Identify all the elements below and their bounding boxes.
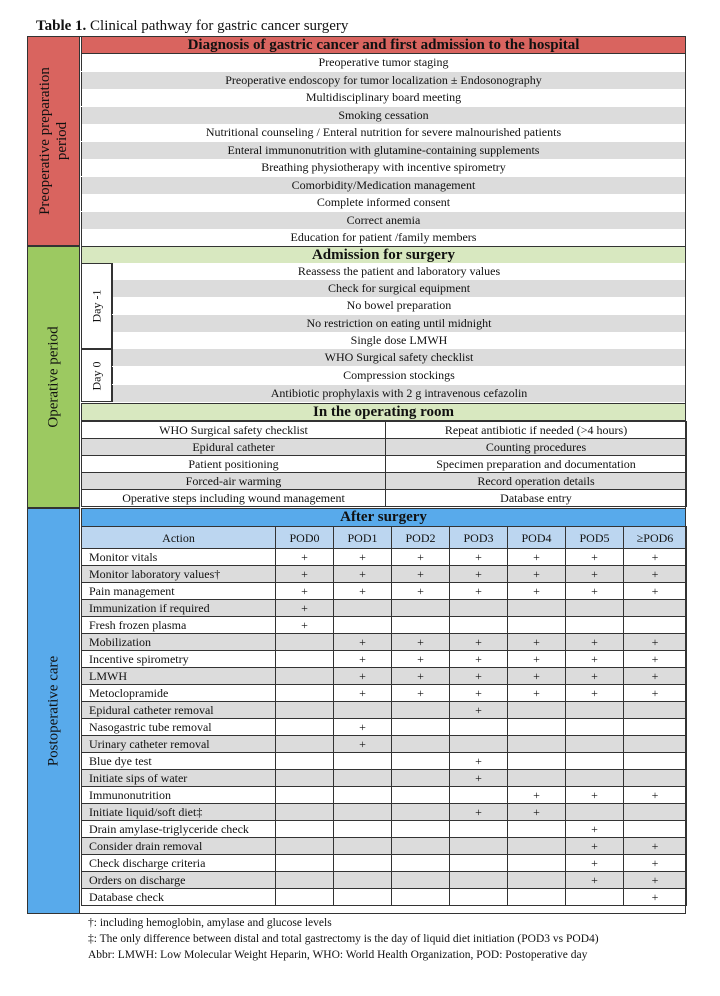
mark-cell: + <box>566 566 624 583</box>
mark-cell <box>276 787 334 804</box>
mark-cell <box>334 600 392 617</box>
mark-cell: + <box>624 566 687 583</box>
day-minus1-label <box>81 263 112 349</box>
table-row <box>82 668 687 685</box>
mark-cell <box>624 702 687 719</box>
table-row <box>82 651 687 668</box>
action-cell: LMWH <box>82 668 276 685</box>
footnotes <box>88 915 599 963</box>
mark-cell <box>276 753 334 770</box>
mark-cell <box>276 702 334 719</box>
mark-cell: + <box>450 668 508 685</box>
mark-cell <box>276 804 334 821</box>
mark-cell <box>450 617 508 634</box>
or-row <box>82 439 687 456</box>
day0-item: Compression stockings <box>112 367 686 384</box>
mark-cell: + <box>276 600 334 617</box>
mark-cell: + <box>624 787 687 804</box>
mark-cell <box>392 838 450 855</box>
mark-cell <box>334 753 392 770</box>
or-cell: Specimen preparation and documentation <box>386 456 687 473</box>
mark-cell: + <box>624 651 687 668</box>
mark-cell: + <box>566 838 624 855</box>
mark-cell: + <box>334 566 392 583</box>
mark-cell <box>334 770 392 787</box>
mark-cell: + <box>566 634 624 651</box>
mark-cell <box>450 889 508 906</box>
day-minus1-label-text: Day -1 <box>89 289 103 323</box>
caption-text: Clinical pathway for gastric cancer surgery <box>90 18 349 34</box>
table-row <box>82 685 687 702</box>
mark-cell: + <box>392 583 450 600</box>
day0-label-text: Day 0 <box>89 361 103 390</box>
mark-cell <box>276 872 334 889</box>
mark-cell: + <box>566 651 624 668</box>
mark-cell <box>508 600 566 617</box>
or-row <box>82 473 687 490</box>
preop-item: Preoperative endoscopy for tumor localization ± Endosonography <box>81 72 686 89</box>
mark-cell: + <box>624 668 687 685</box>
mark-cell: + <box>566 685 624 702</box>
or-cell: WHO Surgical safety checklist <box>82 422 386 439</box>
mark-cell <box>508 617 566 634</box>
mark-cell: + <box>566 668 624 685</box>
table-row <box>82 753 687 770</box>
preop-side-label-line2: period <box>53 121 70 161</box>
operative-side-label <box>27 246 80 508</box>
mark-cell: + <box>392 651 450 668</box>
mark-cell <box>276 855 334 872</box>
action-cell: Epidural catheter removal <box>82 702 276 719</box>
mark-cell: + <box>508 668 566 685</box>
postop-side-label <box>27 508 80 914</box>
mark-cell <box>276 736 334 753</box>
mark-cell: + <box>450 753 508 770</box>
mark-cell: + <box>450 804 508 821</box>
mark-cell <box>334 889 392 906</box>
preop-item: Complete informed consent <box>81 194 686 211</box>
mark-cell: + <box>392 566 450 583</box>
mark-cell <box>450 787 508 804</box>
mark-cell: + <box>566 855 624 872</box>
mark-cell <box>392 753 450 770</box>
column-header: POD0 <box>276 527 334 549</box>
action-cell: Drain amylase-triglyceride check <box>82 821 276 838</box>
table-row <box>82 770 687 787</box>
mark-cell: + <box>624 549 687 566</box>
postop-header-row <box>82 527 687 549</box>
mark-cell: + <box>508 549 566 566</box>
admission-header: Admission for surgery <box>81 246 686 264</box>
mark-cell: + <box>450 583 508 600</box>
mark-cell: + <box>276 549 334 566</box>
mark-cell <box>392 617 450 634</box>
preop-header: Diagnosis of gastric cancer and first admission to the hospital <box>81 36 686 54</box>
mark-cell: + <box>624 889 687 906</box>
table-row <box>82 889 687 906</box>
mark-cell: + <box>276 566 334 583</box>
mark-cell <box>508 821 566 838</box>
or-row <box>82 422 687 439</box>
mark-cell <box>392 855 450 872</box>
day0-label <box>81 349 112 402</box>
or-row <box>82 456 687 473</box>
mark-cell: + <box>450 651 508 668</box>
mark-cell <box>508 838 566 855</box>
mark-cell: + <box>508 651 566 668</box>
table-row <box>82 634 687 651</box>
mark-cell <box>566 889 624 906</box>
mark-cell <box>624 804 687 821</box>
preop-item: Preoperative tumor staging <box>81 54 686 71</box>
mark-cell <box>624 736 687 753</box>
mark-cell: + <box>334 668 392 685</box>
preop-item: Comorbidity/Medication management <box>81 177 686 194</box>
day-minus1-item: Check for surgical equipment <box>112 280 686 297</box>
preop-item: Enteral immunonutrition with glutamine-containing supplements <box>81 142 686 159</box>
action-cell: Check discharge criteria <box>82 855 276 872</box>
footnote-3: Abbr: LMWH: Low Molecular Weight Heparin, WHO: World Health Organization, POD: Postoperative day <box>88 949 588 961</box>
mark-cell <box>392 770 450 787</box>
mark-cell: + <box>392 549 450 566</box>
or-cell: Operative steps including wound management <box>82 490 386 507</box>
mark-cell <box>566 719 624 736</box>
footnote-2: ‡: The only difference between distal and total gastrectomy is the day of liquid diet initiation (POD3 vs POD4) <box>88 933 599 945</box>
mark-cell <box>334 787 392 804</box>
mark-cell <box>392 600 450 617</box>
mark-cell <box>624 753 687 770</box>
day0-item: Antibiotic prophylaxis with 2 g intravenous cefazolin <box>112 385 686 402</box>
mark-cell: + <box>624 872 687 889</box>
mark-cell <box>566 753 624 770</box>
table-row <box>82 838 687 855</box>
table-row <box>82 617 687 634</box>
action-cell: Immunization if required <box>82 600 276 617</box>
table-row <box>82 549 687 566</box>
mark-cell: + <box>508 566 566 583</box>
mark-cell <box>392 736 450 753</box>
table-row <box>82 583 687 600</box>
table-row <box>82 736 687 753</box>
footnote-1: †: including hemoglobin, amylase and glucose levels <box>88 917 332 929</box>
mark-cell <box>508 855 566 872</box>
column-header: ≥POD6 <box>624 527 687 549</box>
mark-cell: + <box>392 685 450 702</box>
mark-cell <box>566 736 624 753</box>
table-row <box>82 719 687 736</box>
action-cell: Metoclopramide <box>82 685 276 702</box>
mark-cell <box>566 702 624 719</box>
mark-cell <box>276 685 334 702</box>
mark-cell: + <box>450 634 508 651</box>
mark-cell <box>624 821 687 838</box>
day-minus1-item: Reassess the patient and laboratory values <box>112 263 686 280</box>
mark-cell <box>276 668 334 685</box>
mark-cell <box>566 617 624 634</box>
mark-cell <box>276 634 334 651</box>
mark-cell: + <box>392 634 450 651</box>
mark-cell: + <box>624 838 687 855</box>
mark-cell <box>334 872 392 889</box>
mark-cell <box>450 855 508 872</box>
or-cell: Epidural catheter <box>82 439 386 456</box>
column-header: Action <box>82 527 276 549</box>
mark-cell <box>334 617 392 634</box>
mark-cell <box>334 838 392 855</box>
mark-cell: + <box>334 634 392 651</box>
mark-cell <box>508 770 566 787</box>
action-cell: Mobilization <box>82 634 276 651</box>
action-cell: Monitor laboratory values† <box>82 566 276 583</box>
mark-cell: + <box>566 821 624 838</box>
mark-cell: + <box>450 702 508 719</box>
action-cell: Monitor vitals <box>82 549 276 566</box>
preop-item: Multidisciplinary board meeting <box>81 89 686 106</box>
mark-cell <box>508 719 566 736</box>
column-header: POD3 <box>450 527 508 549</box>
mark-cell: + <box>450 549 508 566</box>
mark-cell: + <box>624 685 687 702</box>
mark-cell: + <box>508 787 566 804</box>
column-header: POD5 <box>566 527 624 549</box>
day-minus1-item: No bowel preparation <box>112 297 686 314</box>
mark-cell: + <box>624 634 687 651</box>
table-row <box>82 566 687 583</box>
mark-cell <box>508 872 566 889</box>
mark-cell: + <box>508 634 566 651</box>
mark-cell: + <box>334 736 392 753</box>
mark-cell <box>334 804 392 821</box>
or-cell: Counting procedures <box>386 439 687 456</box>
postop-side-label-text: Postoperative care <box>45 655 61 767</box>
mark-cell <box>508 753 566 770</box>
mark-cell <box>392 804 450 821</box>
action-cell: Database check <box>82 889 276 906</box>
table-row <box>82 787 687 804</box>
mark-cell <box>624 617 687 634</box>
day-minus1-item: No restriction on eating until midnight <box>112 315 686 332</box>
mark-cell <box>450 821 508 838</box>
mark-cell <box>624 719 687 736</box>
mark-cell <box>334 702 392 719</box>
mark-cell <box>276 889 334 906</box>
or-cell: Patient positioning <box>82 456 386 473</box>
action-cell: Incentive spirometry <box>82 651 276 668</box>
mark-cell <box>566 804 624 821</box>
action-cell: Nasogastric tube removal <box>82 719 276 736</box>
mark-cell <box>450 600 508 617</box>
mark-cell: + <box>566 549 624 566</box>
mark-cell: + <box>450 566 508 583</box>
column-header: POD1 <box>334 527 392 549</box>
mark-cell <box>566 600 624 617</box>
mark-cell <box>450 838 508 855</box>
mark-cell <box>624 770 687 787</box>
preop-item: Breathing physiotherapy with incentive spirometry <box>81 159 686 176</box>
postop-header: After surgery <box>81 508 686 527</box>
table-row <box>82 702 687 719</box>
action-cell: Consider drain removal <box>82 838 276 855</box>
mark-cell <box>276 719 334 736</box>
table-row <box>82 872 687 889</box>
mark-cell: + <box>566 872 624 889</box>
mark-cell <box>450 872 508 889</box>
action-cell: Orders on discharge <box>82 872 276 889</box>
mark-cell <box>392 787 450 804</box>
or-row <box>82 490 687 507</box>
mark-cell <box>508 736 566 753</box>
mark-cell: + <box>276 583 334 600</box>
table-row <box>82 600 687 617</box>
operative-side-label-text: Operative period <box>45 326 61 428</box>
action-cell: Immunonutrition <box>82 787 276 804</box>
or-table <box>81 421 687 507</box>
preop-side-label-line1: Preoperative preparation <box>36 67 53 215</box>
mark-cell: + <box>508 583 566 600</box>
mark-cell: + <box>450 770 508 787</box>
mark-cell <box>450 719 508 736</box>
mark-cell <box>392 719 450 736</box>
mark-cell: + <box>334 685 392 702</box>
table-row <box>82 855 687 872</box>
day0-item: WHO Surgical safety checklist <box>112 349 686 366</box>
mark-cell <box>392 821 450 838</box>
mark-cell <box>276 821 334 838</box>
preop-item: Nutritional counseling / Enteral nutrition for severe malnourished patients <box>81 124 686 141</box>
or-cell: Forced-air warming <box>82 473 386 490</box>
action-cell: Blue dye test <box>82 753 276 770</box>
or-cell: Record operation details <box>386 473 687 490</box>
table-caption <box>36 18 348 35</box>
mark-cell <box>276 838 334 855</box>
table-row <box>82 804 687 821</box>
mark-cell: + <box>334 549 392 566</box>
mark-cell: + <box>334 719 392 736</box>
action-cell: Pain management <box>82 583 276 600</box>
or-cell: Database entry <box>386 490 687 507</box>
or-cell: Repeat antibiotic if needed (>4 hours) <box>386 422 687 439</box>
mark-cell <box>392 702 450 719</box>
caption-label: Table 1. <box>36 18 87 34</box>
mark-cell <box>276 651 334 668</box>
action-cell: Fresh frozen plasma <box>82 617 276 634</box>
mark-cell <box>508 889 566 906</box>
mark-cell <box>624 600 687 617</box>
mark-cell: + <box>334 651 392 668</box>
mark-cell: + <box>566 787 624 804</box>
mark-cell: + <box>450 685 508 702</box>
mark-cell: + <box>392 668 450 685</box>
mark-cell: + <box>334 583 392 600</box>
mark-cell: + <box>566 583 624 600</box>
mark-cell: + <box>624 583 687 600</box>
mark-cell: + <box>508 685 566 702</box>
mark-cell <box>392 872 450 889</box>
preop-side-label <box>27 36 80 246</box>
mark-cell <box>392 889 450 906</box>
postop-table <box>81 526 687 906</box>
preop-item: Smoking cessation <box>81 107 686 124</box>
mark-cell <box>334 821 392 838</box>
mark-cell: + <box>276 617 334 634</box>
action-cell: Initiate liquid/soft diet‡ <box>82 804 276 821</box>
mark-cell <box>566 770 624 787</box>
action-cell: Urinary catheter removal <box>82 736 276 753</box>
column-header: POD4 <box>508 527 566 549</box>
table-row <box>82 821 687 838</box>
or-header: In the operating room <box>81 403 686 421</box>
day-minus1-item: Single dose LMWH <box>112 332 686 349</box>
mark-cell <box>508 702 566 719</box>
column-header: POD2 <box>392 527 450 549</box>
mark-cell: + <box>624 855 687 872</box>
action-cell: Initiate sips of water <box>82 770 276 787</box>
mark-cell <box>450 736 508 753</box>
mark-cell: + <box>508 804 566 821</box>
preop-item: Correct anemia <box>81 212 686 229</box>
mark-cell <box>334 855 392 872</box>
mark-cell <box>276 770 334 787</box>
preop-item: Education for patient /family members <box>81 229 686 246</box>
